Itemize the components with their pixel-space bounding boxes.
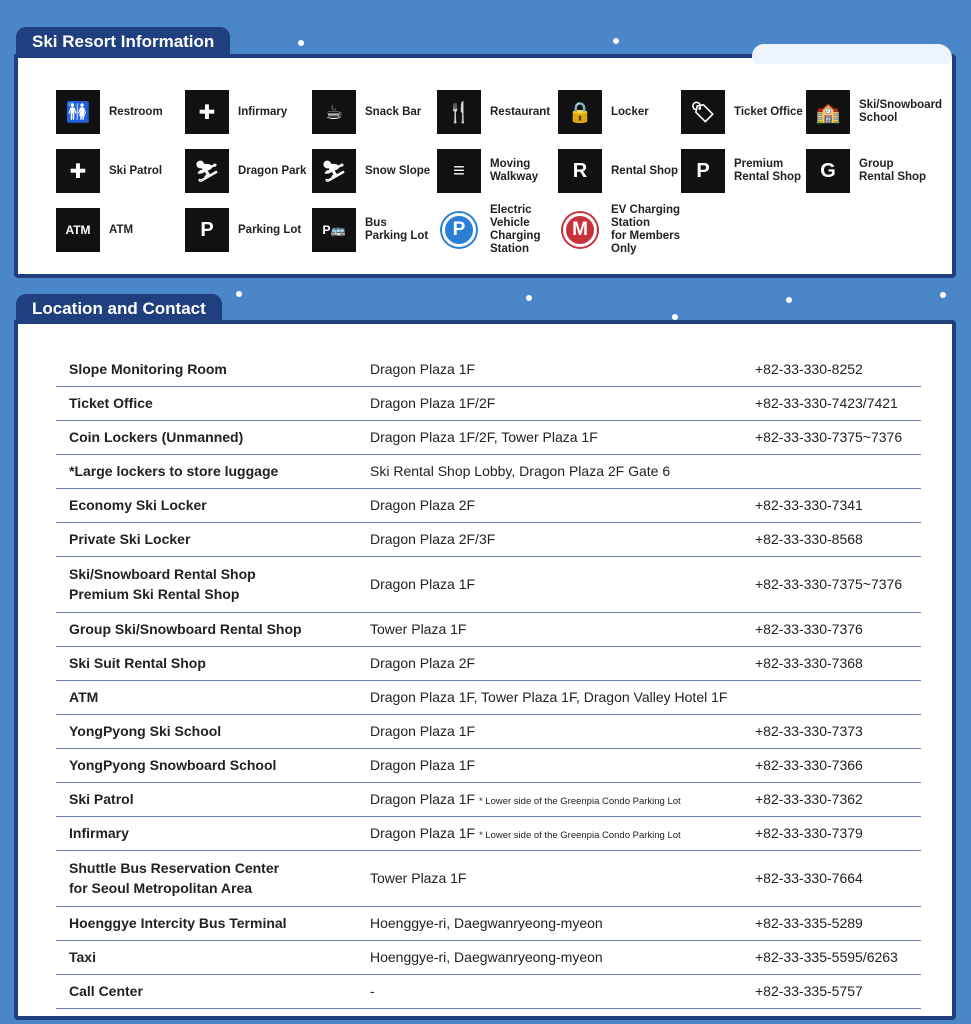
contact-phone — [742, 454, 921, 488]
contact-location: Dragon Plaza 2F/3F — [370, 531, 496, 547]
table-row — [56, 522, 921, 556]
contact-phone: +82-33-330-7362 — [742, 782, 921, 816]
contact-phone: +82-33-335-5757 — [742, 974, 921, 1008]
dragon-park-icon: ⛷ — [185, 149, 229, 193]
contact-panel — [14, 320, 956, 1020]
table-row — [56, 974, 921, 1008]
table-row — [56, 782, 921, 816]
info-section-title: Ski Resort Information — [16, 27, 230, 57]
moving-walkway-icon: ≡ — [437, 149, 481, 193]
legend-label: Moving Walkway — [490, 158, 539, 183]
legend-item — [437, 147, 562, 195]
table-row — [56, 612, 921, 646]
contact-name: Economy Ski Locker — [56, 488, 357, 522]
contact-location: Hoenggye-ri, Daegwanryeong-myeon — [370, 915, 603, 931]
legend-label: ATM — [109, 223, 134, 236]
snow-slope-icon: ⛷ — [312, 149, 356, 193]
atm-icon: ATM — [56, 208, 100, 252]
legend-item — [558, 147, 683, 195]
legend-item — [437, 88, 562, 136]
legend-panel — [14, 54, 956, 278]
legend-label: Parking Lot — [238, 223, 302, 236]
contact-location: Dragon Plaza 1F — [370, 757, 476, 773]
contact-location-cell — [357, 488, 742, 522]
snow-dot — [298, 40, 304, 46]
table-row — [56, 386, 921, 420]
legend-label: Rental Shop — [611, 164, 679, 177]
contact-phone: +82-33-330-8568 — [742, 522, 921, 556]
contact-location-cell — [357, 386, 742, 420]
contact-location: Tower Plaza 1F — [370, 621, 467, 637]
legend-label: Snow Slope — [365, 164, 431, 177]
table-row — [56, 488, 921, 522]
contact-phone: +82-33-330-7376 — [742, 612, 921, 646]
contact-phone: +82-33-330-7423/7421 — [742, 386, 921, 420]
contact-name: Hoenggye Intercity Bus Terminal — [56, 906, 357, 940]
legend-item — [312, 206, 437, 254]
legend-item — [558, 206, 683, 254]
legend-label: Restroom — [109, 105, 163, 118]
bus-parking-lot-icon: P🚌 — [312, 208, 356, 252]
contact-phone: +82-33-335-5595/6263 — [742, 940, 921, 974]
legend-label: Premium Rental Shop — [734, 158, 802, 183]
contact-location-cell — [357, 714, 742, 748]
table-row — [56, 454, 921, 488]
ski-school-icon: 🏫 — [806, 90, 850, 134]
legend-item — [681, 147, 806, 195]
contact-phone: +82-33-330-7368 — [742, 646, 921, 680]
contact-location-cell — [357, 940, 742, 974]
contact-location-cell — [357, 646, 742, 680]
contact-phone: +82-33-335-5289 — [742, 906, 921, 940]
table-row — [56, 352, 921, 386]
snow-cap — [752, 44, 952, 64]
ski-patrol-icon: ✚ — [56, 149, 100, 193]
table-row — [56, 680, 921, 714]
snack-bar-icon: ☕ — [312, 90, 356, 134]
contact-name: YongPyong Snowboard School — [56, 748, 357, 782]
legend-label: EV Charging Station for Members Only — [611, 204, 681, 255]
contact-name: Infirmary — [56, 816, 357, 850]
legend-item — [806, 147, 931, 195]
contact-note: * Lower side of the Greenpia Condo Parking Lot — [478, 830, 681, 841]
contact-phone: +82-33-330-7375~7376 — [742, 556, 921, 612]
restaurant-icon: 🍴 — [437, 90, 481, 134]
snow-dot — [236, 291, 242, 297]
contact-phone: +82-33-330-7373 — [742, 714, 921, 748]
table-row — [56, 940, 921, 974]
contact-location: Dragon Plaza 2F — [370, 655, 476, 671]
legend-item — [806, 88, 943, 136]
contact-location: Tower Plaza 1F — [370, 870, 467, 886]
legend-label: Infirmary — [238, 105, 288, 118]
snow-dot — [613, 38, 619, 44]
legend-label: Electric Vehicle Charging Station — [490, 204, 541, 255]
table-row — [56, 420, 921, 454]
contact-location: Dragon Plaza 1F, Tower Plaza 1F, Dragon Valley Hotel 1F — [370, 689, 728, 705]
contact-location: Dragon Plaza 1F/2F, Tower Plaza 1F — [370, 429, 598, 445]
infirmary-icon: ✚ — [185, 90, 229, 134]
legend-item — [312, 147, 437, 195]
contact-location-cell — [357, 816, 742, 850]
snow-dot — [940, 292, 946, 298]
table-row — [56, 906, 921, 940]
legend-label: Bus Parking Lot — [365, 217, 429, 242]
contact-name: Ski Patrol — [56, 782, 357, 816]
contact-location: Dragon Plaza 1F — [370, 825, 476, 841]
contact-name: Taxi — [56, 940, 357, 974]
legend-item — [558, 88, 683, 136]
snow-dot — [526, 295, 532, 301]
table-row — [56, 714, 921, 748]
legend-label: Group Rental Shop — [859, 158, 927, 183]
contact-name: Group Ski/Snowboard Rental Shop — [56, 612, 357, 646]
contact-name: Slope Monitoring Room — [56, 352, 357, 386]
legend-item — [185, 88, 310, 136]
legend-label: Ski Patrol — [109, 164, 163, 177]
contact-name: Ticket Office — [56, 386, 357, 420]
contact-name: Private Ski Locker — [56, 522, 357, 556]
contact-name: Shuttle Bus Reservation Center for Seoul Metropolitan Area — [56, 850, 357, 906]
legend-item — [185, 147, 310, 195]
table-row — [56, 646, 921, 680]
contact-location: Dragon Plaza 1F/2F — [370, 395, 496, 411]
locker-icon: 🔒 — [558, 90, 602, 134]
contact-location-cell — [357, 612, 742, 646]
legend-item — [56, 88, 181, 136]
legend-item — [56, 206, 181, 254]
table-row — [56, 556, 921, 612]
contact-location-cell — [357, 974, 742, 1008]
contact-phone — [742, 680, 921, 714]
parking-lot-icon: P — [185, 208, 229, 252]
contact-location: Dragon Plaza 2F — [370, 497, 476, 513]
contact-location-cell — [357, 556, 742, 612]
contact-location: Dragon Plaza 1F — [370, 723, 476, 739]
contact-phone: +82-33-330-7366 — [742, 748, 921, 782]
contact-location-cell — [357, 850, 742, 906]
legend-label: Ticket Office — [734, 105, 803, 118]
contact-section-title: Location and Contact — [16, 294, 222, 324]
contact-phone: +82-33-330-7341 — [742, 488, 921, 522]
contact-name: ATM — [56, 680, 357, 714]
contact-note: * Lower side of the Greenpia Condo Parking Lot — [478, 796, 681, 807]
contact-name: Call Center — [56, 974, 357, 1008]
contact-name: YongPyong Ski School — [56, 714, 357, 748]
contact-phone: +82-33-330-8252 — [742, 352, 921, 386]
contact-table — [56, 352, 921, 1009]
group-rental-shop-icon: G — [806, 149, 850, 193]
contact-location-cell — [357, 352, 742, 386]
contact-location-cell — [357, 906, 742, 940]
contact-location: - — [370, 983, 375, 999]
ticket-office-icon: 🏷 — [681, 90, 725, 134]
legend-label: Locker — [611, 105, 649, 118]
contact-location-cell — [357, 748, 742, 782]
contact-name: Ski/Snowboard Rental Shop Premium Ski Rental Shop — [56, 556, 357, 612]
contact-phone: +82-33-330-7379 — [742, 816, 921, 850]
contact-phone: +82-33-330-7664 — [742, 850, 921, 906]
legend-label: Dragon Park — [238, 164, 307, 177]
restroom-icon: 🚻 — [56, 90, 100, 134]
ev-charging-icon: P — [437, 208, 481, 252]
table-row — [56, 816, 921, 850]
legend-item — [185, 206, 310, 254]
contact-name: *Large lockers to store luggage — [56, 454, 357, 488]
contact-name: Ski Suit Rental Shop — [56, 646, 357, 680]
table-row — [56, 748, 921, 782]
contact-location: Dragon Plaza 1F — [370, 791, 476, 807]
premium-rental-shop-icon: P — [681, 149, 725, 193]
ev-members-icon: M — [558, 208, 602, 252]
contact-location: Dragon Plaza 1F — [370, 576, 476, 592]
contact-phone: +82-33-330-7375~7376 — [742, 420, 921, 454]
contact-location: Hoenggye-ri, Daegwanryeong-myeon — [370, 949, 603, 965]
legend-label: Snack Bar — [365, 105, 422, 118]
legend-item — [56, 147, 181, 195]
contact-location-cell — [357, 522, 742, 556]
contact-location-cell — [357, 680, 742, 714]
legend-item — [437, 206, 562, 254]
rental-shop-icon: R — [558, 149, 602, 193]
contact-location: Dragon Plaza 1F — [370, 360, 476, 377]
legend-label: Ski/Snowboard School — [859, 99, 943, 124]
legend-label: Restaurant — [490, 105, 551, 118]
snow-dot — [786, 297, 792, 303]
contact-location-cell — [357, 420, 742, 454]
legend-item — [312, 88, 437, 136]
contact-name: Coin Lockers (Unmanned) — [56, 420, 357, 454]
legend-item — [681, 88, 806, 136]
table-row — [56, 850, 921, 906]
contact-location-cell — [357, 454, 742, 488]
contact-location: Ski Rental Shop Lobby, Dragon Plaza 2F Gate 6 — [370, 463, 671, 479]
contact-location-cell — [357, 782, 742, 816]
